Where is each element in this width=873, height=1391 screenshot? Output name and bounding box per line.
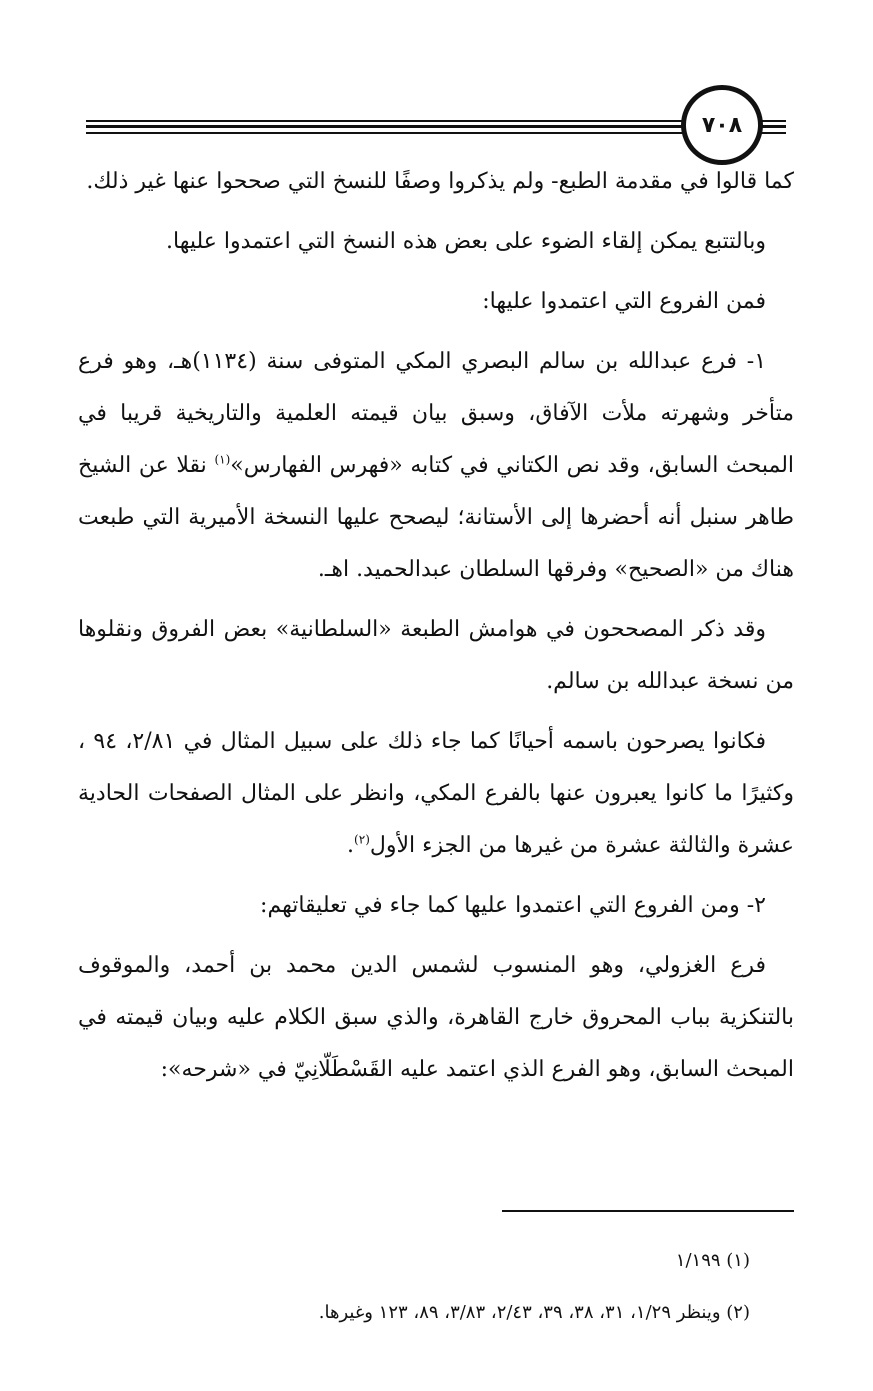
paragraph: وقد ذكر المصححون في هوامش الطبعة «السلطانية» بعض الفروق ونقلوها من نسخة عبدالله بن سالم. xyxy=(78,617,794,694)
paragraph: ٢- ومن الفروع التي اعتمدوا عليها كما جاء في تعليقاتهم: xyxy=(260,893,766,918)
footnote-divider xyxy=(502,1210,794,1212)
paragraph: وبالتتبع يمكن إلقاء الضوء على بعض هذه النسخ التي اعتمدوا عليها. xyxy=(166,229,766,254)
paragraph-text: . xyxy=(347,833,355,858)
paragraph xyxy=(78,716,794,872)
paragraph-text: نقلا عن الشيخ طاهر سنبل أنه أحضرها إلى الأستانة؛ ليصحح عليها النسخة الأميرية التي طبعت هناك من «الصحيح» وفرقها السلطان عبدالحميد. اهـ. xyxy=(78,453,794,582)
paragraph xyxy=(78,336,794,596)
footnote-ref[interactable]: (٢) xyxy=(354,832,370,847)
paragraph: فمن الفروع التي اعتمدوا عليها: xyxy=(482,289,766,314)
footnotes xyxy=(150,1235,750,1339)
paragraph-text: ١- فرع عبدالله بن سالم البصري المكي المتوفى سنة (١١٣٤)هـ، وهو فرع متأخر وشهرته ملأت الآفاق، وسبق بيان قيمته العلمية والتاريخية قريبا في المبحث السابق، وقد نص الكتاني في كتابه «فهرس الفهارس» xyxy=(78,349,795,478)
paragraph: كما قالوا في مقدمة الطبع- ولم يذكروا وصفًا للنسخ التي صححوا عنها غير ذلك. xyxy=(86,169,794,194)
page-number-badge xyxy=(681,85,763,165)
main-text xyxy=(78,156,794,1104)
paragraph: فرع الغزولي، وهو المنسوب لشمس الدين محمد بن أحمد، والموقوف بالتنكزية بباب المحروق خارج القاهرة، والذي سبق الكلام عليه وبيان قيمته في المبحث السابق، وهو الفرع الذي اعتمد عليه القَسْطَلّانِيّ في «شرحه»: xyxy=(78,953,794,1082)
paragraph-text: فكانوا يصرحون باسمه أحيانًا كما جاء ذلك على سبيل المثال في ٢/٨١، ٩٤ ، وكثيرًا ما كانوا يعبرون عنها بالفرع المكي، وانظر على المثال الصفحات الحادية عشرة والثالثة عشرة من غيرها من الجزء الأول xyxy=(78,729,794,858)
footnote: (٢) وينظر ١/٢٩، ٣١، ٣٨، ٣٩، ٢/٤٣، ٣/٨٣، ٨٩، ١٢٣ وغيرها. xyxy=(318,1302,750,1323)
footnote-ref[interactable]: (١) xyxy=(214,452,231,467)
footnote: (١) ١/١٩٩ xyxy=(675,1250,750,1271)
page-number: ٧٠٨ xyxy=(701,112,743,138)
